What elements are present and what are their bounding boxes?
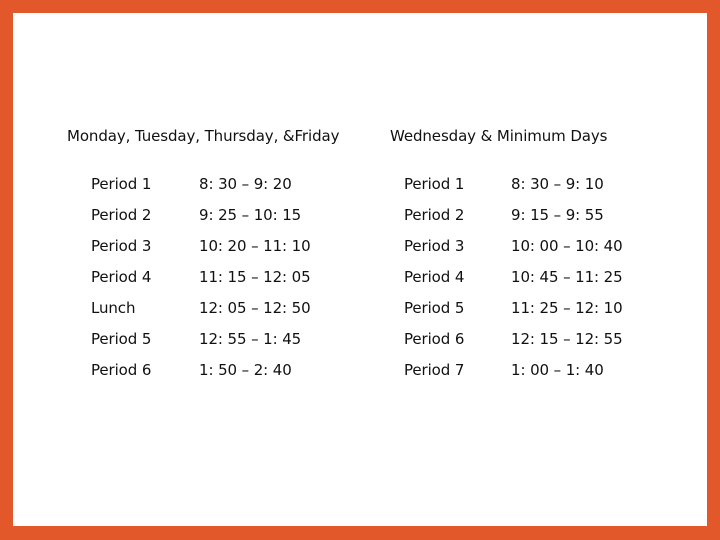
period-label: Period 3 (404, 237, 465, 255)
period-time: 12: 55 – 1: 45 (199, 330, 302, 348)
period-time: 1: 50 – 2: 40 (199, 361, 292, 379)
period-label: Period 5 (91, 330, 152, 348)
period-time: 12: 05 – 12: 50 (199, 299, 311, 317)
period-time: 12: 15 – 12: 55 (511, 330, 623, 348)
period-time: 9: 25 – 10: 15 (199, 206, 302, 224)
period-label: Period 3 (91, 237, 152, 255)
period-label: Period 4 (404, 268, 465, 286)
period-label: Period 1 (91, 175, 152, 193)
schedule-heading: Wednesday & Minimum Days (390, 127, 608, 145)
period-label: Lunch (91, 299, 136, 317)
period-time: 8: 30 – 9: 20 (199, 175, 292, 193)
period-label: Period 4 (91, 268, 152, 286)
period-label: Period 6 (91, 361, 152, 379)
period-label: Period 2 (91, 206, 152, 224)
schedule-heading: Monday, Tuesday, Thursday, &Friday (67, 127, 340, 145)
period-label: Period 7 (404, 361, 465, 379)
period-time: 9: 15 – 9: 55 (511, 206, 604, 224)
period-time: 10: 20 – 11: 10 (199, 237, 311, 255)
period-time: 1: 00 – 1: 40 (511, 361, 604, 379)
period-label: Period 5 (404, 299, 465, 317)
period-time: 10: 45 – 11: 25 (511, 268, 623, 286)
slide (13, 13, 707, 526)
period-label: Period 6 (404, 330, 465, 348)
period-label: Period 2 (404, 206, 465, 224)
period-label: Period 1 (404, 175, 465, 193)
period-time: 8: 30 – 9: 10 (511, 175, 604, 193)
period-time: 11: 25 – 12: 10 (511, 299, 623, 317)
period-time: 11: 15 – 12: 05 (199, 268, 311, 286)
period-time: 10: 00 – 10: 40 (511, 237, 623, 255)
